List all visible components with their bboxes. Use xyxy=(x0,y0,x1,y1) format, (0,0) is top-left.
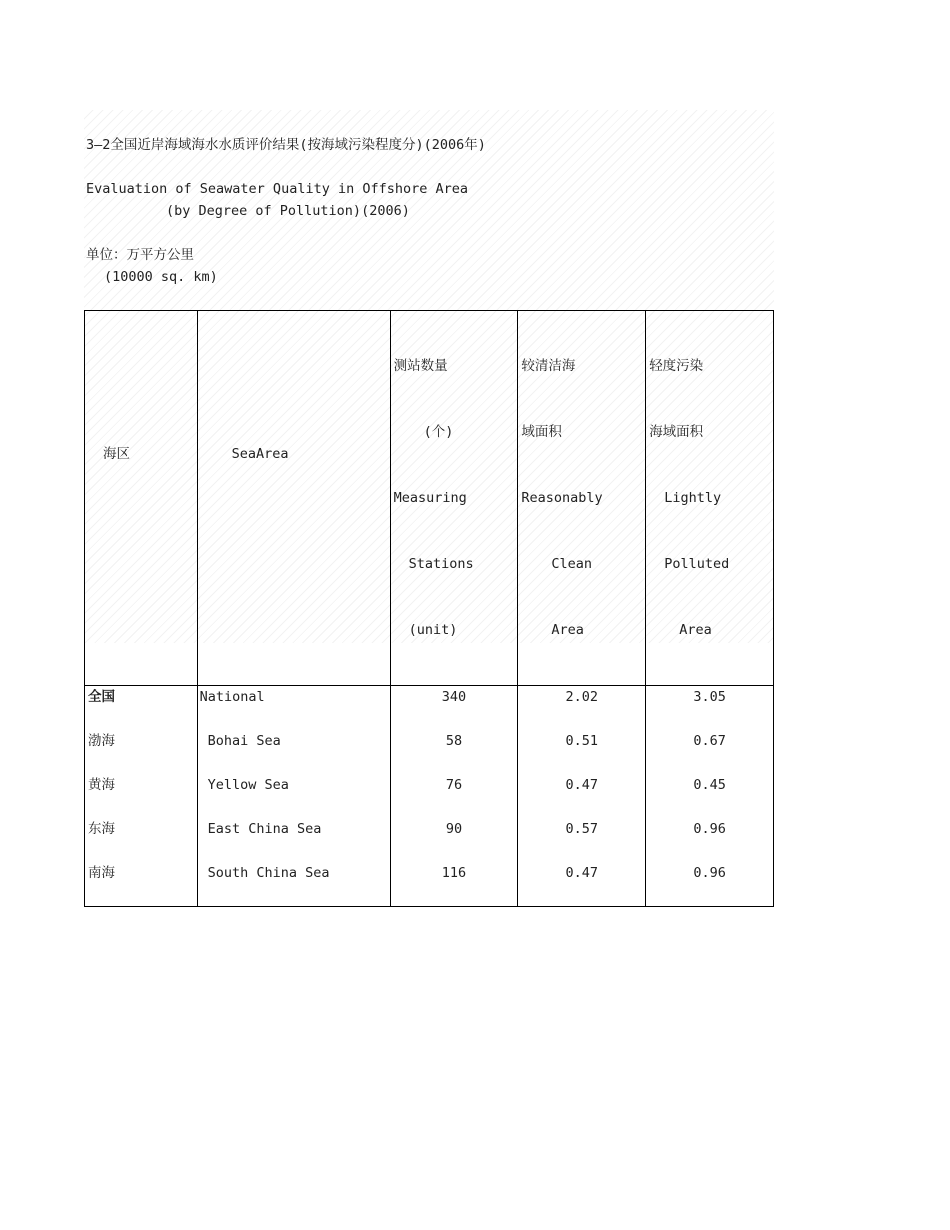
unit-label-cn: 单位：万平方公里 xyxy=(86,247,194,263)
table-title-en: Evaluation of Seawater Quality in Offshore Area xyxy=(86,181,469,197)
stations-cell: 76 xyxy=(390,774,518,818)
sea-area-cn-cell: 东海 xyxy=(85,818,198,862)
lightly-polluted-cell: 0.67 xyxy=(646,730,774,774)
sea-area-cn-cell: 南海 xyxy=(85,862,198,907)
sea-area-cn-cell: 全国 xyxy=(85,686,198,731)
stations-cell: 90 xyxy=(390,818,518,862)
lightly-polluted-cell: 0.96 xyxy=(646,862,774,907)
stations-cell: 58 xyxy=(390,730,518,774)
unit-label-en: (10000 sq. km) xyxy=(104,269,218,285)
header-cell-lightly-polluted: 轻度污染 海域面积 Lightly Polluted Area xyxy=(646,311,774,686)
table-subtitle-en: (by Degree of Pollution)(2006) xyxy=(166,203,410,219)
lightly-polluted-cell: 3.05 xyxy=(646,686,774,731)
header-row xyxy=(85,311,774,686)
sea-area-en-cell: National xyxy=(197,686,390,731)
clean-area-cell: 0.57 xyxy=(518,818,646,862)
clean-area-cell: 2.02 xyxy=(518,686,646,731)
table-row xyxy=(85,686,774,731)
worksheet xyxy=(84,110,774,881)
header-cell-sea-area-en: SeaArea xyxy=(197,311,390,686)
table-row xyxy=(85,862,774,907)
header-cell-reasonably-clean: 较清洁海 域面积 Reasonably Clean Area xyxy=(518,311,646,686)
header-cell-sea-area-cn: 海区 xyxy=(85,311,198,686)
sea-area-en-cell: East China Sea xyxy=(197,818,390,862)
lightly-polluted-cell: 0.96 xyxy=(646,818,774,862)
sea-area-en-cell: Bohai Sea xyxy=(197,730,390,774)
stations-cell: 116 xyxy=(390,862,518,907)
clean-area-cell: 0.47 xyxy=(518,862,646,907)
clean-area-cell: 0.51 xyxy=(518,730,646,774)
table-row xyxy=(85,730,774,774)
table-row xyxy=(85,818,774,862)
stations-cell: 340 xyxy=(390,686,518,731)
table-title-cn: 3—2全国近岸海域海水水质评价结果(按海域污染程度分)(2006年) xyxy=(86,137,486,153)
clean-area-cell: 0.47 xyxy=(518,774,646,818)
sea-area-cn-cell: 黄海 xyxy=(85,774,198,818)
data-table xyxy=(84,310,774,907)
sea-area-en-cell: South China Sea xyxy=(197,862,390,907)
table-row xyxy=(85,774,774,818)
header-cell-measuring-stations: 测站数量 (个) Measuring Stations (unit) xyxy=(390,311,518,686)
sea-area-cn-cell: 渤海 xyxy=(85,730,198,774)
sea-area-en-cell: Yellow Sea xyxy=(197,774,390,818)
lightly-polluted-cell: 0.45 xyxy=(646,774,774,818)
